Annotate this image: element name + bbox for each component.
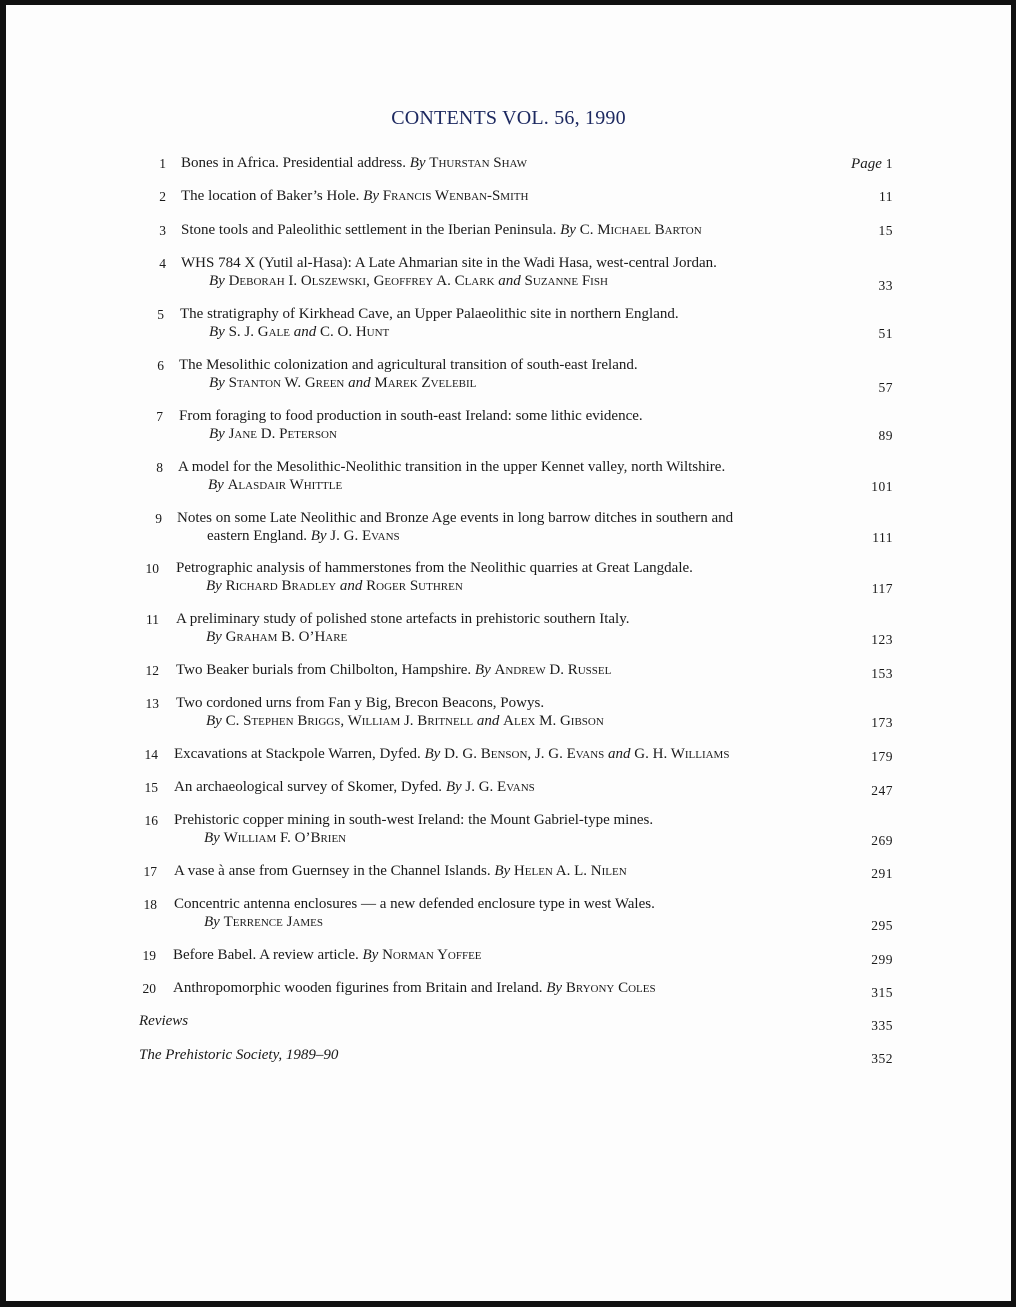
by-label: By	[424, 746, 441, 762]
page-title: CONTENTS VOL. 56, 1990	[391, 107, 626, 129]
entry-title: The Mesolithic colonization and agricultural transition of south-east Ireland.	[179, 357, 638, 373]
entry-number: 14	[144, 747, 158, 762]
entry-author: Richard Bradley	[225, 578, 337, 594]
entry-page: 179	[871, 749, 893, 764]
entry-number: 16	[144, 813, 158, 828]
by-label: By	[206, 578, 222, 594]
entry-title: Before Babel. A review article.	[173, 947, 359, 963]
entry-number: 13	[145, 696, 159, 711]
entry-number: 4	[159, 256, 166, 271]
entry-author: Norman Yoffee	[382, 947, 482, 963]
by-label: By	[546, 980, 563, 996]
by-label: By	[363, 188, 379, 204]
entry-title: Anthropomorphic wooden figurines from Britain and Ireland.	[173, 980, 543, 996]
entry-title: Bones in Africa. Presidential address.	[181, 155, 406, 171]
entry-number: 7	[156, 409, 163, 424]
entry-author: Marek Zvelebil	[374, 375, 477, 391]
by-label: By	[206, 713, 222, 729]
entry-number: 6	[157, 358, 164, 373]
entry-page: 11	[879, 189, 893, 204]
entry-page: 352	[871, 1051, 893, 1066]
entry-page: 33	[878, 278, 893, 293]
and-label: and	[339, 578, 363, 594]
entry-page: 315	[871, 985, 893, 1000]
entry-author: William F. O’Brien	[223, 830, 347, 846]
entry-page: 123	[871, 632, 893, 647]
entry-number: 8	[156, 460, 163, 475]
entry-author: C. O. Hunt	[319, 324, 390, 340]
entry-title: From foraging to food production in south-east Ireland: some lithic evidence.	[179, 408, 643, 424]
entry-number: 10	[145, 561, 159, 576]
entry-page: 291	[871, 866, 893, 881]
by-label: By	[560, 222, 576, 238]
entry-title: Excavations at Stackpole Warren, Dyfed.	[174, 746, 421, 762]
entry-author: C. Michael Barton	[579, 222, 702, 238]
by-label: By	[445, 779, 462, 795]
entry-author: C. Stephen Briggs, William J. Britnell	[225, 713, 474, 729]
entry-author: J. G. Evans	[330, 528, 400, 544]
entry-page: 269	[871, 833, 893, 848]
entry-page: Page 1	[851, 156, 893, 172]
entry-page: 173	[871, 715, 893, 730]
entry-title: Concentric antenna enclosures — a new defended enclosure type in west Wales.	[174, 896, 655, 912]
entry-page: 101	[871, 479, 893, 494]
entry-title: The location of Baker’s Hole.	[181, 188, 360, 204]
entry-page: 153	[871, 666, 893, 681]
by-label: By	[206, 629, 222, 645]
entry-author: Alasdair Whittle	[227, 477, 343, 493]
by-label: By	[474, 662, 491, 678]
entry-title: A preliminary study of polished stone artefacts in prehistoric southern Italy.	[176, 611, 630, 627]
and-label: and	[476, 713, 500, 729]
by-label: By	[310, 528, 327, 544]
by-label: By	[494, 863, 511, 879]
entry-author: Roger Suthren	[366, 578, 463, 594]
entry-title: Two cordoned urns from Fan y Big, Brecon Beacons, Powys.	[176, 695, 545, 711]
entry-title: Stone tools and Paleolithic settlement in the Iberian Peninsula.	[181, 222, 557, 238]
entry-page: 295	[871, 918, 893, 933]
by-label: By	[209, 273, 225, 289]
and-label: and	[498, 273, 521, 289]
entry-page: 247	[871, 783, 893, 798]
entry-title: A model for the Mesolithic-Neolithic transition in the upper Kennet valley, north Wiltshire.	[178, 459, 726, 475]
and-label: and	[348, 375, 371, 391]
entry-author: Suzanne Fish	[524, 273, 608, 289]
entry-page: 299	[871, 952, 893, 967]
entry-author: Terrence James	[223, 914, 324, 930]
entry-number: 9	[155, 511, 162, 526]
entry-title: Two Beaker burials from Chilbolton, Hampshire.	[176, 662, 472, 678]
entry-author: Deborah I. Olszewski, Geoffrey A. Clark	[228, 273, 495, 289]
entry-author: Helen A. L. Nilen	[513, 863, 627, 879]
entry-page: 89	[878, 428, 893, 443]
entry-number: 3	[159, 223, 166, 238]
entry-number: 2	[159, 189, 166, 204]
entry-author: S. J. Gale	[228, 324, 290, 340]
entry-number: 20	[142, 981, 156, 996]
entry-page: 51	[878, 326, 893, 341]
entry-number: 15	[144, 780, 158, 795]
entry-number: 5	[157, 307, 164, 322]
entry-page: 335	[871, 1018, 893, 1033]
by-label: By	[204, 914, 220, 930]
entry-author: Graham B. O’Hare	[225, 629, 348, 645]
entry-author: Jane D. Peterson	[228, 426, 337, 442]
by-label: By	[362, 947, 379, 963]
entry-title: A vase à anse from Guernsey in the Channel Islands.	[174, 863, 491, 879]
entry-title: Petrographic analysis of hammerstones from the Neolithic quarries at Great Langdale.	[176, 560, 693, 576]
and-label: and	[608, 746, 631, 762]
by-label: By	[209, 426, 225, 442]
by-label: By	[204, 830, 220, 846]
society-label: The Prehistoric Society, 1989–90	[139, 1047, 339, 1063]
reviews-label: Reviews	[139, 1013, 189, 1029]
entry-number: 17	[143, 864, 157, 879]
page-label: Page	[851, 156, 882, 172]
entry-author: D. G. Benson, J. G. Evans	[444, 746, 605, 762]
entry-author: J. G. Evans	[465, 779, 535, 795]
by-label: By	[209, 324, 225, 340]
entry-author: Francis Wenban-Smith	[382, 188, 529, 204]
entry-author: G. H. Williams	[634, 746, 730, 762]
entry-number: 12	[145, 663, 159, 678]
entry-page: 111	[872, 530, 893, 545]
entry-author: Stanton W. Green	[228, 375, 345, 391]
entry-title: WHS 784 X (Yutil al-Hasa): A Late Ahmarian site in the Wadi Hasa, west-central Jordan.	[181, 255, 717, 271]
by-label: By	[208, 477, 224, 493]
entry-number: 19	[142, 948, 156, 963]
entry-title-continued: eastern England.	[207, 528, 307, 544]
entry-author: Bryony Coles	[565, 980, 656, 996]
entry-page: 57	[878, 380, 893, 395]
entry-title: An archaeological survey of Skomer, Dyfed.	[174, 779, 443, 795]
entry-author: Thurstan Shaw	[429, 155, 527, 171]
entry-title: Notes on some Late Neolithic and Bronze Age events in long barrow ditches in southern and	[177, 510, 734, 526]
entry-author: Alex M. Gibson	[503, 713, 604, 729]
entry-number: 18	[143, 897, 157, 912]
entry-author: Andrew D. Russel	[494, 662, 612, 678]
entry-page: 15	[878, 223, 893, 238]
by-label: By	[209, 375, 225, 391]
and-label: and	[293, 324, 317, 340]
entry-number: 11	[146, 612, 159, 627]
by-label: By	[409, 155, 426, 171]
entry-title: Prehistoric copper mining in south-west Ireland: the Mount Gabriel-type mines.	[174, 812, 654, 828]
entry-page: 117	[871, 581, 893, 596]
entry-title: The stratigraphy of Kirkhead Cave, an Upper Palaeolithic site in northern England.	[180, 306, 679, 322]
entry-number: 1	[159, 156, 166, 171]
